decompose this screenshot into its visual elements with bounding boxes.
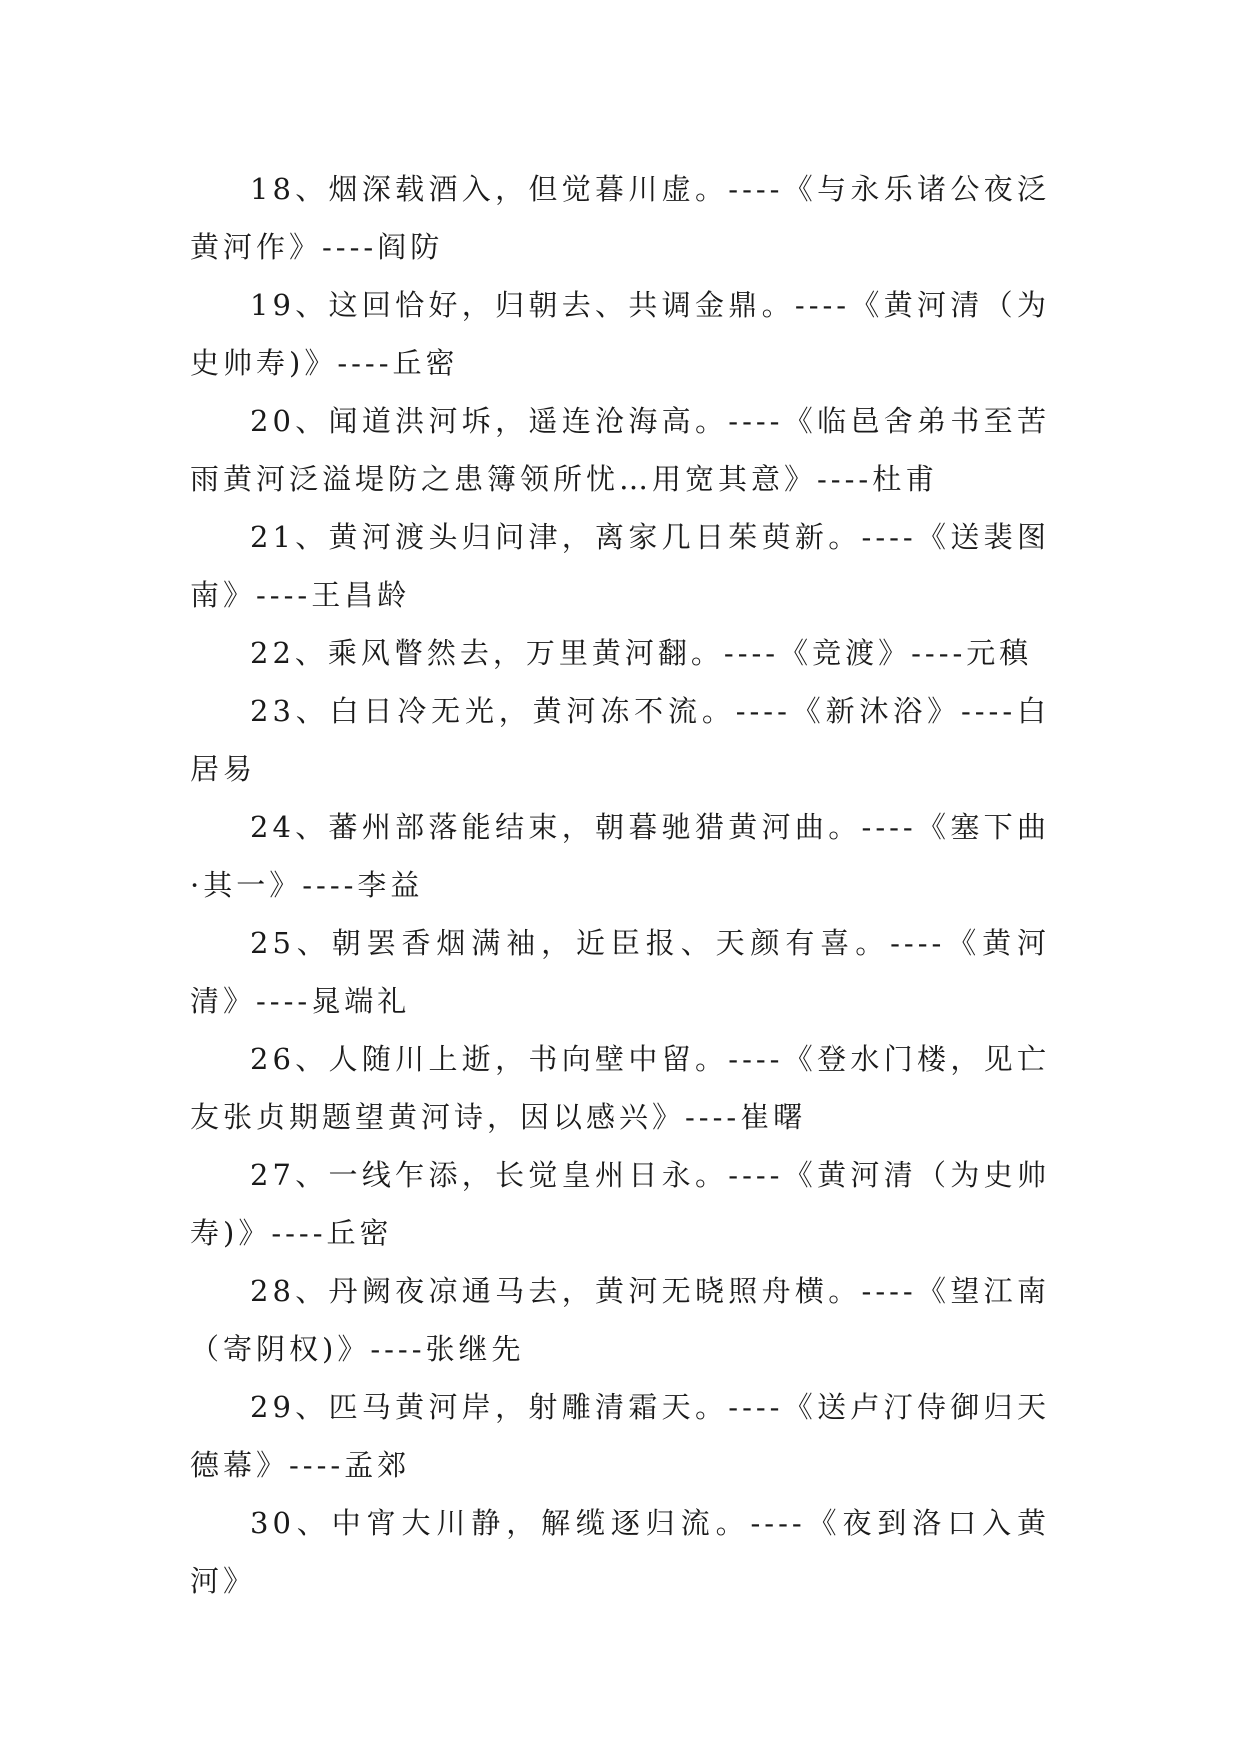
poem-line-24: 24、蕃州部落能结束，朝暮驰猎黄河曲。----《塞下曲·其一》----李益 [190,810,1050,902]
poem-line-19: 19、这回恰好，归朝去、共调金鼎。----《黄河清（为史帅寿)》----丘密 [190,288,1050,380]
poem-line-29: 29、匹马黄河岸，射雕清霜天。----《送卢汀侍御归天德幕》----孟郊 [190,1390,1050,1482]
poem-line-30: 30、中宵大川静，解缆逐归流。----《夜到洛口入黄河》 [190,1506,1050,1598]
poem-line-23: 23、白日冷无光，黄河冻不流。----《新沐浴》----白居易 [190,694,1050,786]
poem-line-18: 18、烟深载酒入，但觉暮川虚。----《与永乐诸公夜泛黄河作》----阎防 [190,172,1050,264]
poem-line-25: 25、朝罢香烟满袖，近臣报、天颜有喜。----《黄河清》----晁端礼 [190,926,1050,1018]
poem-line-27: 27、一线乍添，长觉皇州日永。----《黄河清（为史帅寿)》----丘密 [190,1158,1050,1250]
poem-line-21: 21、黄河渡头归问津，离家几日茱萸新。----《送裴图南》----王昌龄 [190,520,1050,612]
poem-line-26: 26、人随川上逝，书向壁中留。----《登水门楼，见亡友张贞期题望黄河诗，因以感兴》----崔曙 [190,1042,1050,1134]
poem-line-20: 20、闻道洪河坼，遥连沧海高。----《临邑舍弟书至苦雨黄河泛溢堤防之患簿领所忧…用宽其意》----杜甫 [190,404,1050,496]
document-body [190,160,1050,1610]
poem-line-22: 22、乘风瞥然去，万里黄河翻。----《竞渡》----元稹 [250,636,1033,670]
poem-line-28: 28、丹阙夜凉通马去，黄河无晓照舟横。----《望江南（寄阴权)》----张继先 [190,1274,1050,1366]
